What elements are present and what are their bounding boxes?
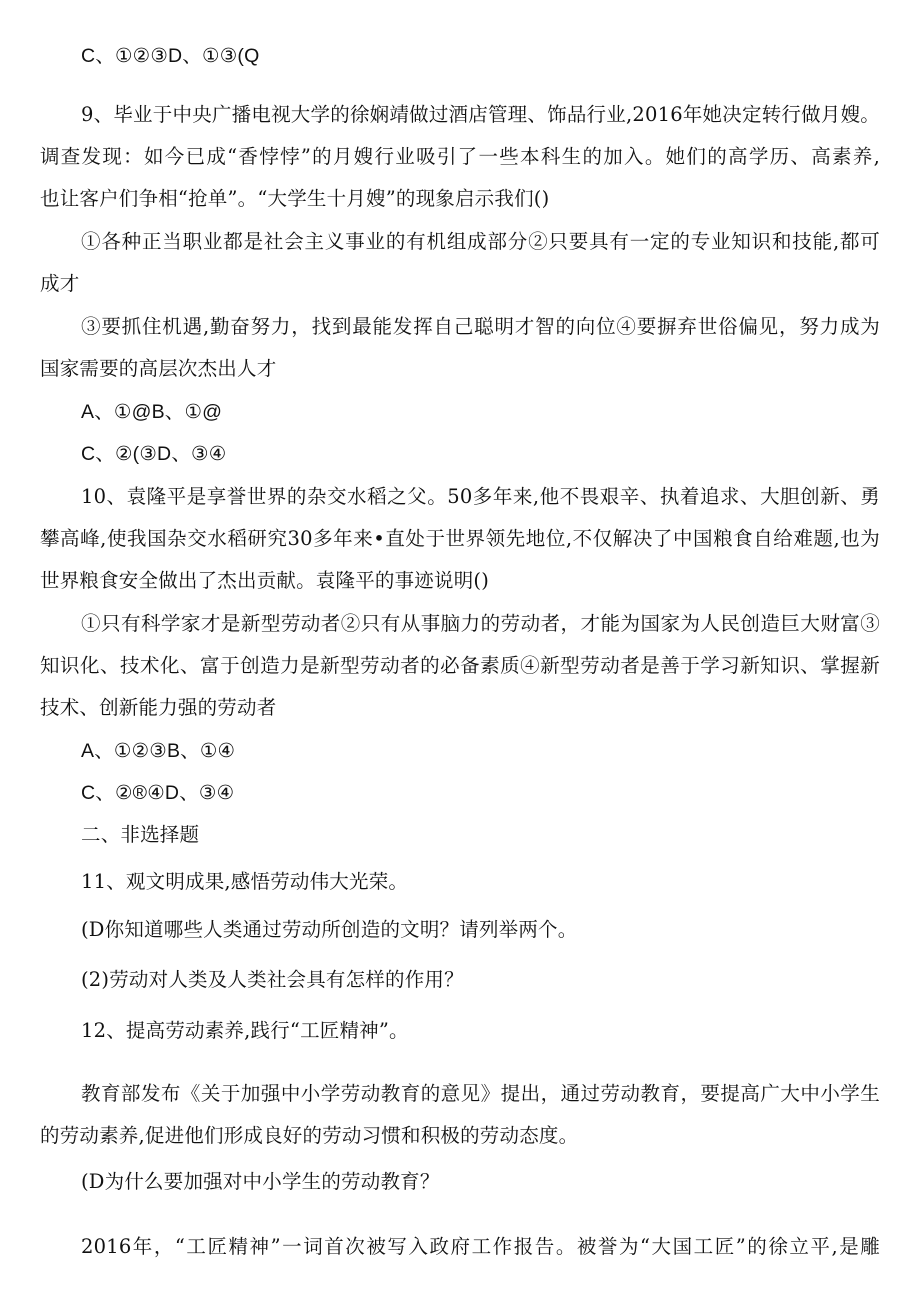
q9-statements-line-4: 国家需要的高层次杰出人才 [40,357,277,380]
q9-statements-line-1: ①各种正当职业都是社会主义事业的有机组成部分②只要具有一定的专业知识和技能,都可 [81,230,880,253]
q12-part-1: (D为什么要加强对中小学生的劳动教育？ [81,1170,440,1193]
q9-options-cd: C、②(③D、③④ [81,443,227,465]
q9-statements-line-2: 成才 [40,272,80,295]
q10-options-cd: C、②®④D、③④ [81,782,235,804]
q11-part-1: (D你知道哪些人类通过劳动所创造的文明？请列举两个。 [81,918,578,941]
q10-statements-line-1: ①只有科学家才是新型劳动者②只有从事脑力的劳动者，才能为国家为人民创造巨大财富③ [81,612,880,635]
section-heading-non-choice: 二、非选择题 [81,823,200,846]
q9-statements-line-3: ③要抓住机遇,勤奋努力，找到最能发挥自己聪明才智的向位④要摒弃世俗偏见，努力成为 [81,315,880,338]
q10-statements-line-3: 技术、创新能力强的劳动者 [40,696,277,719]
q10-stem-line-1: 10、袁隆平是享誉世界的杂交水稻之父。50多年来,他不畏艰辛、执着追求、大胆创新、勇 [81,485,880,508]
q12-stem: 12、提高劳动素养,践行“工匠精神”。 [81,1019,409,1042]
q9-options-ab: A、①@B、①@ [81,401,223,423]
q11-part-2: (2)劳动对人类及人类社会具有怎样的作用？ [81,968,464,991]
q9-stem-line-3: 也让客户们争相“抢单”。“大学生十月嫂”的现象启示我们() [40,187,550,210]
q9-stem-line-1: 9、毕业于中央广播电视大学的徐娴靖做过酒店管理、饰品行业,2016年她决定转行做月嫂。 [81,103,880,126]
q12-material-line-1: 教育部发布《关于加强中小学劳动教育的意见》提出，通过劳动教育，要提高广大中小学生 [81,1082,880,1105]
q10-stem-line-3: 世界粮食安全做出了杰出贡献。袁隆平的事迹说明() [40,569,490,592]
q10-statements-line-2: 知识化、技术化、富于创造力是新型劳动者的必备素质④新型劳动者是善于学习新知识、掌握新 [40,654,880,677]
q8-options-cd: C、①②③D、①③(Q [81,45,260,67]
q12-material-line-2: 的劳动素养,促进他们形成良好的劳动习惯和积极的劳动态度。 [40,1124,579,1147]
q10-stem-line-2: 攀高峰,使我国杂交水稻研究30多年来•直处于世界领先地位,不仅解决了中国粮食自给难题,也为 [40,527,880,550]
q12-material-2-line-1: 2016年，“工匠精神”一词首次被写入政府工作报告。被誉为“大国工匠”的徐立平,是雕 [81,1235,880,1258]
q11-stem: 11、观文明成果,感悟劳动伟大光荣。 [81,870,409,893]
q9-stem-line-2: 调查发现：如今已成“香悖悖”的月嫂行业吸引了一些本科生的加入。她们的高学历、高素养, [40,145,880,168]
q10-options-ab: A、①②③B、①④ [81,740,236,762]
